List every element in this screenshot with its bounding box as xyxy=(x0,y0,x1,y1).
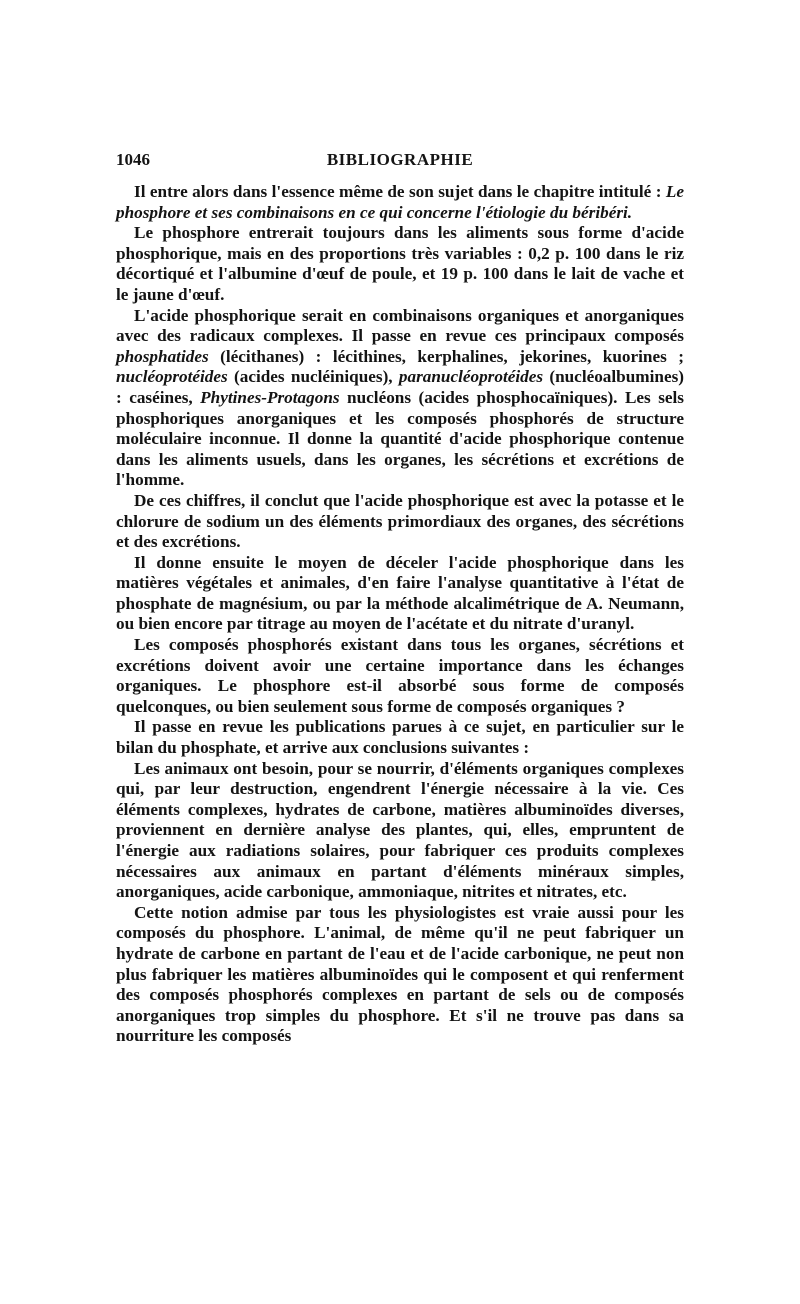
running-title: BIBLIOGRAPHIE xyxy=(326,150,474,169)
paragraph-3-segment: (acides nucléiniques), xyxy=(227,367,399,387)
paragraph-1-text: Il entre alors dans l'essence même de son sujet dans le chapitre intitulé : xyxy=(134,182,666,201)
term-nucleoproteides: nucléoprotéides xyxy=(116,367,228,387)
paragraph-8: Les animaux ont besoin, pour se nourrir, d'éléments organiques complexes qui, par leur destruction, engendrent l'énergie nécessaire à la vie. Ces éléments complexes, hydrates de carbone, matières albuminoïdes diverses, proviennent en dernière analyse des plantes, qui, elles, empruntent de l'énergie aux radiations solaires, pour fabriquer ces produits complexes nécessaires aux animaux en partant d'éléments minéraux simples, anorganiques, acide carbonique, ammoniaque, nitrites et nitrates, etc. xyxy=(116,758,684,902)
paragraph-6: Les composés phosphorés existant dans tous les organes, sécrétions et excrétions doivent avoir une certaine importance dans les échanges organiques. Le phosphore est-il absorbé sous forme de composés quelconques, ou bien seulement sous forme de composés organiques ? xyxy=(116,635,684,716)
page-number: 1046 xyxy=(116,150,150,169)
term-paranucleoproteides: paranucléoprotéides xyxy=(398,367,544,387)
paragraph-7: Il passe en revue les publications parues à ce sujet, en particulier sur le bilan du phosphate, et arrive aux conclusions suivantes : xyxy=(116,717,684,758)
paragraph-3-segment: (lécithanes) : lécithines, kerphalines, jekorines, kuorines ; xyxy=(208,346,684,366)
book-page xyxy=(116,150,684,1047)
paragraph-3 xyxy=(116,306,684,491)
body-text xyxy=(116,182,684,1047)
paragraph-2: Le phosphore entrerait toujours dans les aliments sous forme d'acide phosphorique, mais en des proportions très variables : 0,2 p. 100 dans le riz décortiqué et l'albumine d'œuf de poule, et 19 p. 100 dans le lait de vache et le jaune d'œuf. xyxy=(116,223,684,304)
term-phosphatides: phosphatides xyxy=(116,346,209,366)
paragraph-3-segment: nucléons (acides phosphocaïniques). Les sels phosphoriques anorganiques et les composés phosphorés de structure moléculaire inconnue. Il donne la quantité d'acide phosphorique contenue dans les aliments usuels, dans les organes, les sécrétions et excrétions de l'homme. xyxy=(116,387,684,490)
running-head xyxy=(116,150,684,176)
paragraph-4: De ces chiffres, il conclut que l'acide phosphorique est avec la potasse et le chlorure de sodium un des éléments primordiaux des organes, des sécrétions et des excrétions. xyxy=(116,490,684,552)
chapter-title: Le phosphore et ses combinaisons en ce qui concerne l'étiologie du béribéri. xyxy=(116,182,684,222)
paragraph-9: Cette notion admise par tous les physiologistes est vraie aussi pour les composés du phosphore. L'animal, de même qu'il ne peut fabriquer un hydrate de carbone en partant de l'eau et de l'acide carbonique, ne peut non plus fabriquer les matières albuminoïdes qui le composent et qui renferment des composés phosphorés complexes en partant de sels ou de composés anorganiques trop simples du phosphore. Et s'il ne trouve pas dans sa nourriture les composés xyxy=(116,902,684,1046)
term-phytines-protagons: Phytines-Protagons xyxy=(200,387,340,407)
paragraph-3-segment: (nucléoalbumines) : caséines, xyxy=(116,367,684,407)
paragraph-3-segment: L'acide phosphorique serait en combinaisons organiques et anorganiques avec des radicaux complexes. Il passe en revue ces principaux composés xyxy=(116,305,684,346)
paragraph-1 xyxy=(116,182,684,223)
paragraph-5: Il donne ensuite le moyen de déceler l'acide phosphorique dans les matières végétales et animales, d'en faire l'analyse quantitative à l'état de phosphate de magnésium, ou par la méthode alcalimétrique de A. Neumann, ou bien encore par titrage au moyen de l'acétate et du nitrate d'uranyl. xyxy=(116,552,684,634)
